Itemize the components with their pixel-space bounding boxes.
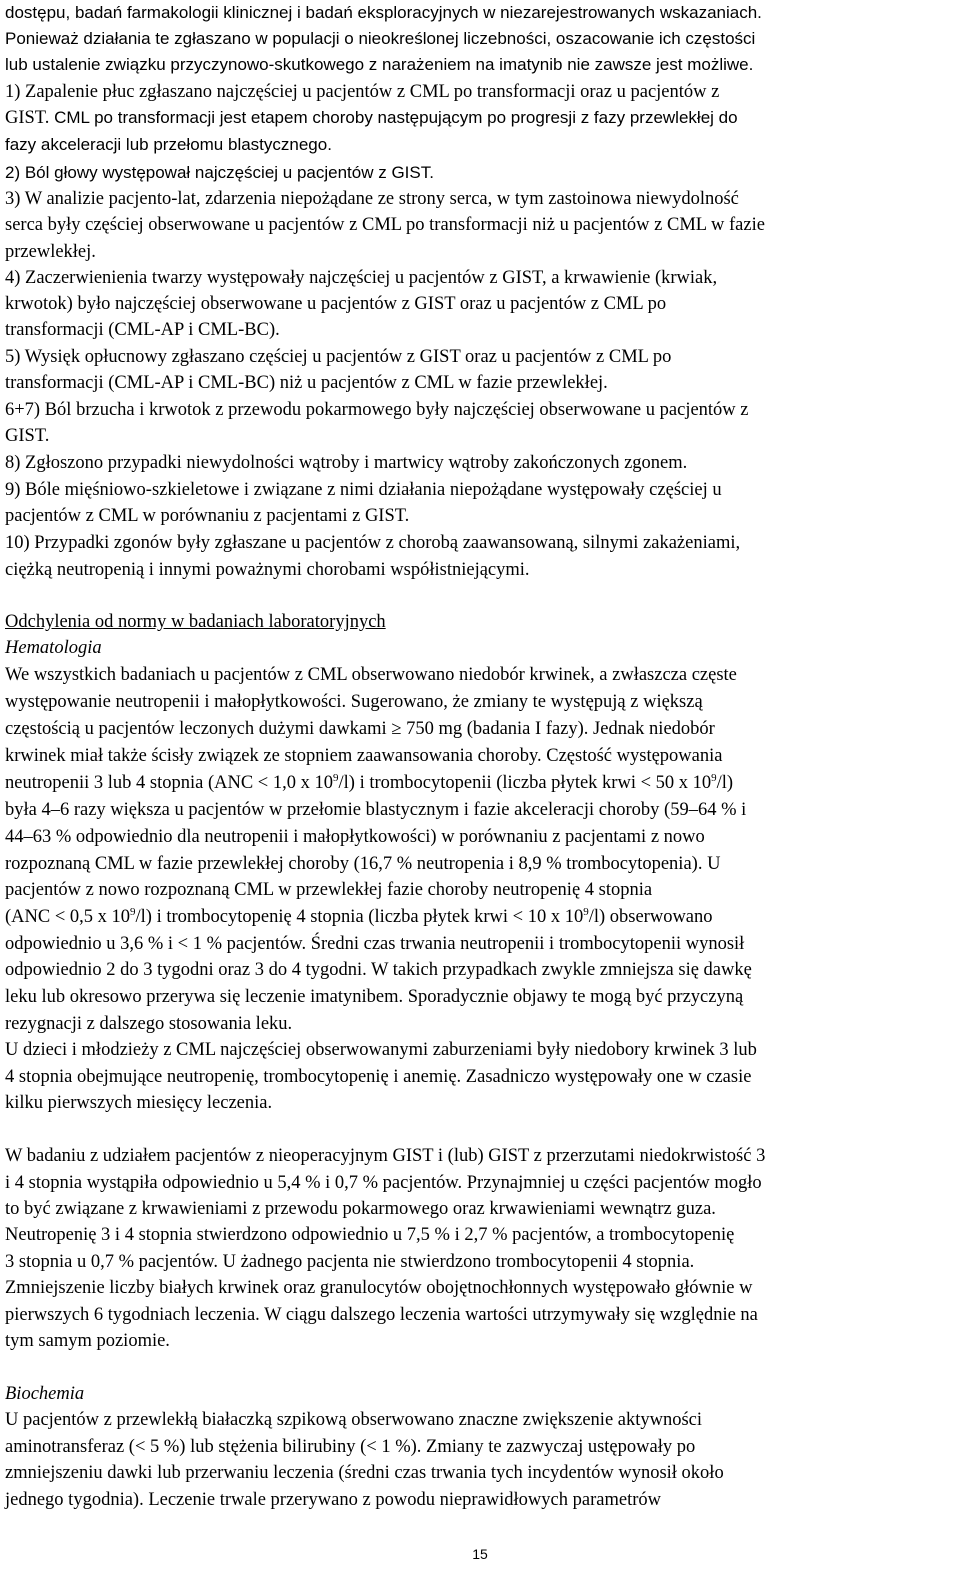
footnote-10: 10) Przypadki zgonów były zgłaszane u pacjentów z chorobą zaawansowaną, silnymi zakażeniami, [5, 533, 741, 553]
footnote-9: 9) Bóle mięśniowo-szkieletowe i związane z nimi działania niepożądane występowały częściej u [5, 480, 722, 500]
text-span: neutropenii 3 lub 4 stopnia (ANC < 1,0 x 10 [5, 773, 333, 793]
text-line: zmniejszeniu dawki lub przerwaniu leczenia (średni czas trwania tych incydentów wynosił około [5, 1463, 724, 1483]
section-heading: Odchylenia od normy w badaniach laboratoryjnych [5, 612, 386, 632]
footnote-8: 8) Zgłoszono przypadki niewydolności wątroby i martwicy wątroby zakończonych zgonem. [5, 453, 688, 473]
text-line: transformacji (CML-AP i CML-BC). [5, 320, 280, 340]
text-line: i 4 stopnia wystąpiła odpowiednio u 5,4 % i 0,7 % pacjentów. Przynajmniej u części pacjentów mogło [5, 1173, 762, 1193]
text-span: /l) i trombocytopenii (liczba płytek krwi < 50 x 10 [338, 773, 712, 793]
text-line: U pacjentów z przewlekłą białaczką szpikową obserwowano znaczne zwiększenie aktywności [5, 1410, 703, 1430]
text-line: We wszystkich badaniach u pacjentów z CML obserwowano niedobór krwinek, a zwłaszcza częste [5, 665, 737, 685]
text-span: /l) obserwowano [588, 907, 713, 927]
text-line: 4 stopnia obejmujące neutropenię, trombocytopenię i anemię. Zasadniczo występowały one w czasie [5, 1067, 752, 1087]
text-line: kilku pierwszych miesięcy leczenia. [5, 1093, 273, 1113]
text-line: pierwszych 6 tygodniach leczenia. W ciągu dalszego leczenia wartości utrzymywały się względnie na [5, 1305, 758, 1325]
superscript: 9 [333, 772, 339, 784]
text-line: U dzieci i młodzieży z CML najczęściej obserwowanymi zaburzeniami były niedobory krwinek 3 lub [5, 1040, 757, 1060]
text-line: Ponieważ działania te zgłaszano w populacji o nieokreślonej liczebności, oszacowanie ich częstości [5, 29, 756, 48]
superscript: 9 [711, 772, 717, 784]
footnote-5: 5) Wysięk opłucnowy zgłaszano częściej u pacjentów z GIST oraz u pacjentów z CML po [5, 347, 672, 367]
text-line: odpowiednio 2 do 3 tygodni oraz 3 do 4 tygodni. W takich przypadkach zwykle zmniejsza się dawkę [5, 960, 752, 980]
footnote-6-7: 6+7) Ból brzucha i krwotok z przewodu pokarmowego były najczęściej obserwowane u pacjentów z [5, 400, 749, 420]
text-line: transformacji (CML-AP i CML-BC) niż u pacjentów z CML w fazie przewlekłej. [5, 373, 608, 393]
text-line: fazy akceleracji lub przełomu blastycznego. [5, 135, 332, 154]
text-line: rezygnacji z dalszego stosowania leku. [5, 1014, 293, 1034]
text-line: Neutropenię 3 i 4 stopnia stwierdzono odpowiednio u 7,5 % i 2,7 % pacjentów, a trombocytopenię [5, 1225, 735, 1245]
text-line: pacjentów z CML w porównaniu z pacjentami z GIST. [5, 506, 410, 526]
footnote-4: 4) Zaczerwienienia twarzy występowały najczęściej u pacjentów z GIST, a krwawienie (krwiak, [5, 268, 718, 288]
footnote-3: 3) W analizie pacjento-lat, zdarzenia niepożądane ze strony serca, w tym zastoinowa niewydolność [5, 189, 739, 209]
text-span: CML po transformacji jest etapem choroby następującym po progresji z fazy przewlekłej do [49, 108, 738, 127]
footnote-1: 1) Zapalenie płuc zgłaszano najczęściej u pacjentów z CML po transformacji oraz u pacjentów z [5, 82, 720, 102]
text-line: 44–63 % odpowiednio dla neutropenii i małopłytkowości) w porównaniu z pacjentami z nowo [5, 827, 705, 847]
text-line: ciężką neutropenią i innymi poważnymi chorobami współistniejącymi. [5, 560, 530, 580]
text-line: aminotransferaz (< 5 %) lub stężenia bilirubiny (< 1 %). Zmiany te zazwyczaj ustępowały po [5, 1437, 696, 1457]
text-line: 3 stopnia u 0,7 % pacjentów. U żadnego pacjenta nie stwierdzono trombocytopenii 4 stopnia. [5, 1252, 695, 1272]
text-line [5, 904, 713, 930]
text-line: serca były częściej obserwowane u pacjentów z CML po transformacji niż u pacjentów z CML w fazie [5, 215, 765, 235]
footnote-2: 2) Ból głowy występował najczęściej u pacjentów z GIST. [5, 163, 434, 182]
text-line: dostępu, badań farmakologii klinicznej i badań eksploracyjnych w niezarejestrowanych wskazaniach. [5, 3, 762, 22]
text-line: pacjentów z nowo rozpoznaną CML w przewlekłej fazie choroby neutropenię 4 stopnia [5, 880, 653, 900]
page-number: 15 [472, 1546, 488, 1562]
footnote-1-line [5, 105, 738, 131]
text-line: Zmniejszenie liczby białych krwinek oraz granulocytów obojętnochłonnych występowało głównie w [5, 1278, 753, 1298]
text-line: odpowiednio u 3,6 % i < 1 % pacjentów. Średni czas trwania neutropenii i trombocytopenii wynosił [5, 934, 745, 954]
text-span: /l) [716, 773, 734, 793]
text-line: jednego tygodnia). Leczenie trwale przerywano z powodu nieprawidłowych parametrów [5, 1490, 661, 1510]
subsection-heading-biochemistry: Biochemia [5, 1384, 85, 1404]
text-line [5, 770, 733, 796]
text-line: tym samym poziomie. [5, 1331, 170, 1351]
subsection-heading-hematology: Hematologia [5, 638, 102, 658]
text-line: GIST. [5, 426, 50, 446]
text-span: GIST. [5, 108, 50, 128]
text-line: występowanie neutropenii i małopłytkowości. Sugerowano, że zmiany te występują z większą [5, 692, 703, 712]
text-span: /l) i trombocytopenię 4 stopnia (liczba płytek krwi < 10 x 10 [135, 907, 584, 927]
text-line: leku lub okresowo przerywa się leczenie imatynibem. Sporadycznie objawy te mogą być przyczyną [5, 987, 744, 1007]
text-line: częstością u pacjentów leczonych dużymi dawkami ≥ 750 mg (badania I fazy). Jednak niedobór [5, 719, 715, 739]
text-line: lub ustalenie związku przyczynowo-skutkowego z narażeniem na imatynib nie zawsze jest możliwe. [5, 55, 754, 74]
text-line: W badaniu z udziałem pacjentów z nieoperacyjnym GIST i (lub) GIST z przerzutami niedokrwistość 3 [5, 1146, 766, 1166]
text-line: przewlekłej. [5, 242, 96, 262]
text-span: (ANC < 0,5 x 10 [5, 907, 131, 927]
superscript: 9 [583, 906, 589, 918]
text-line: to być związane z krwawieniami z przewodu pokarmowego oraz krwawieniami wewnątrz guza. [5, 1199, 716, 1219]
text-line: krwinek miał także ścisły związek ze stopniem zaawansowania choroby. Częstość występowania [5, 746, 723, 766]
text-line: była 4–6 razy większa u pacjentów w przełomie blastycznym i fazie akceleracji choroby (59–64 % i [5, 800, 747, 820]
text-line: krwotok) było najczęściej obserwowane u pacjentów z GIST oraz u pacjentów z CML po [5, 294, 667, 314]
superscript: 9 [130, 906, 136, 918]
text-line: rozpoznaną CML w fazie przewlekłej choroby (16,7 % neutropenia i 8,9 % trombocytopenia). U [5, 854, 721, 874]
